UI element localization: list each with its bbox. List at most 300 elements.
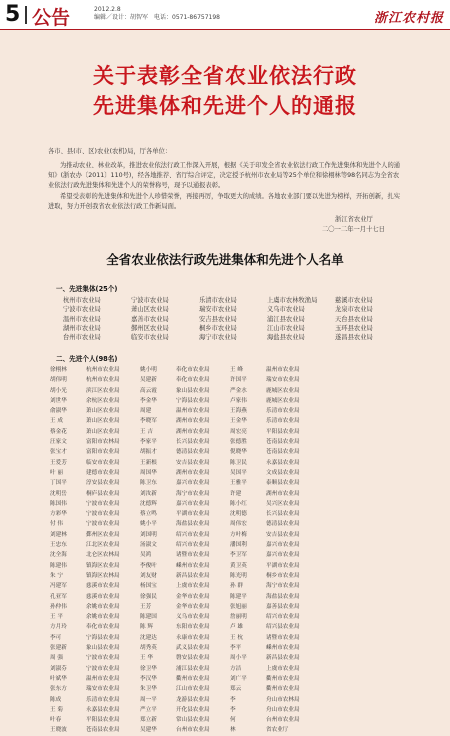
collective-item: 嘉善市农业局 bbox=[131, 315, 169, 323]
individual-name: 付 伟 bbox=[50, 521, 63, 528]
collective-item: 台州市农业局 bbox=[63, 334, 101, 342]
individual-name: 姚小明 bbox=[140, 367, 157, 373]
individual-name: 王 菊 bbox=[50, 706, 63, 713]
individual-name: 方叶梅 bbox=[230, 531, 247, 538]
individual-name: 王 成 bbox=[50, 418, 63, 425]
individual-org: 绍兴县农业局 bbox=[266, 624, 300, 631]
grid-spacer bbox=[320, 396, 410, 406]
individual-org: 苍南县农业局 bbox=[86, 727, 120, 734]
individual-entry bbox=[230, 416, 320, 426]
individual-name: 胡秀英 bbox=[140, 645, 157, 652]
collective-item: 宁波市农业局 bbox=[131, 297, 169, 304]
individual-name: 刘国明 bbox=[140, 531, 157, 538]
header-rule bbox=[0, 29, 450, 30]
individual-org: 德清县农业局 bbox=[266, 521, 300, 528]
individual-entry bbox=[140, 489, 230, 499]
individual-entry bbox=[50, 478, 140, 488]
grid-spacer bbox=[320, 674, 410, 684]
individual-org: 萧山区农业局 bbox=[86, 408, 120, 415]
individual-entry bbox=[140, 705, 230, 715]
individual-entry bbox=[140, 458, 230, 468]
individual-name: 李可 bbox=[50, 634, 62, 641]
individual-name: 汤淑文 bbox=[140, 542, 157, 549]
individual-name: 丁国平 bbox=[50, 480, 67, 487]
individual-name: 吴建新 bbox=[140, 377, 157, 384]
individual-org: 鹿城区农业局 bbox=[266, 387, 300, 394]
individual-org: 苍南县农业局 bbox=[266, 449, 300, 456]
individual-entry bbox=[140, 684, 230, 694]
grid-spacer bbox=[320, 365, 410, 375]
grid-spacer bbox=[320, 530, 410, 540]
individual-org: 龙游县农业局 bbox=[176, 696, 210, 703]
individual-entry bbox=[230, 365, 320, 375]
individual-name: 詹丽明 bbox=[230, 614, 247, 621]
individual-name: 许建 bbox=[230, 490, 242, 497]
individual-name: 张建新 bbox=[50, 645, 67, 652]
individual-org: 衢州市农业局 bbox=[176, 675, 210, 682]
individual-org: 上虞市农业局 bbox=[176, 583, 210, 590]
individual-name: 郑云 bbox=[230, 686, 242, 693]
collective-item: 海宁市农业局 bbox=[199, 334, 237, 342]
individual-name: 王金华 bbox=[230, 418, 247, 425]
individual-entry bbox=[50, 365, 140, 375]
individual-org: 宁波市农业局 bbox=[86, 521, 120, 528]
individual-org: 省农业厅 bbox=[266, 727, 289, 734]
individual-org: 桐乡市农业局 bbox=[266, 572, 300, 579]
grid-spacer bbox=[320, 725, 410, 735]
grid-spacer bbox=[320, 499, 410, 509]
individual-entry bbox=[50, 695, 140, 705]
individual-name: 胡小光 bbox=[50, 387, 67, 394]
individual-entry bbox=[50, 396, 140, 406]
individual-entry bbox=[140, 519, 230, 529]
individual-name: 张德胜 bbox=[230, 439, 247, 446]
individual-entry bbox=[50, 375, 140, 385]
individual-org: 象山县农业局 bbox=[176, 387, 210, 394]
individual-entry bbox=[140, 643, 230, 653]
individual-org: 温州市农业局 bbox=[266, 367, 300, 373]
collective-item: 上虞市农林牧渔局 bbox=[267, 297, 318, 304]
individual-name: 俞淑华 bbox=[50, 408, 67, 415]
individual-name: 陈卫民 bbox=[230, 459, 247, 466]
individual-name: 徐强民 bbox=[140, 593, 157, 600]
individual-entry bbox=[230, 561, 320, 571]
issue-date: 2012.2.8 bbox=[94, 6, 121, 13]
individual-name: 孙 群 bbox=[230, 583, 243, 590]
individual-org: 温州市农业局 bbox=[86, 675, 120, 682]
grid-spacer bbox=[320, 416, 410, 426]
collective-item: 江山市农业局 bbox=[267, 324, 305, 332]
individual-name: 周宏亮 bbox=[230, 428, 247, 435]
individual-entry bbox=[140, 664, 230, 674]
individual-entry bbox=[50, 509, 140, 519]
individual-entry bbox=[140, 540, 230, 550]
collective-item: 乐清市农业局 bbox=[199, 297, 237, 304]
individual-entry bbox=[50, 633, 140, 643]
grid-spacer bbox=[320, 519, 410, 529]
individual-org: 滨江区农业局 bbox=[86, 387, 120, 394]
individual-entry bbox=[140, 437, 230, 447]
individual-org: 淳安县农业局 bbox=[86, 480, 120, 487]
individual-entry bbox=[50, 489, 140, 499]
individual-entry bbox=[140, 674, 230, 684]
individual-org: 余杭区农业局 bbox=[86, 397, 120, 404]
individual-entry bbox=[50, 530, 140, 540]
individual-org: 台州市农业局 bbox=[266, 717, 300, 724]
individual-org: 安吉县农业局 bbox=[266, 531, 300, 538]
individual-org: 诸暨市农业局 bbox=[266, 634, 300, 641]
grid-spacer bbox=[320, 633, 410, 643]
individual-entry bbox=[230, 674, 320, 684]
individual-org: 平阳县农业局 bbox=[266, 428, 300, 435]
individual-org: 鄞州区农业局 bbox=[86, 531, 120, 538]
grid-spacer bbox=[320, 705, 410, 715]
individual-entry bbox=[230, 592, 320, 602]
individual-name: 孔亚军 bbox=[50, 593, 67, 600]
individual-entry bbox=[140, 715, 230, 725]
grid-spacer bbox=[320, 643, 410, 653]
individual-org: 金华市农业局 bbox=[176, 593, 210, 600]
individual-name: 林 bbox=[230, 727, 236, 734]
individual-name: 陈光明 bbox=[230, 572, 247, 579]
grid-spacer bbox=[320, 386, 410, 396]
individual-org: 镇海区农林局 bbox=[86, 572, 120, 579]
collective-item: 玉环县农业局 bbox=[335, 324, 373, 332]
individual-name: 杨国宝 bbox=[140, 583, 157, 590]
page-header bbox=[0, 0, 450, 30]
individual-name: 刘淑芬 bbox=[50, 665, 67, 672]
individual-name: 李卫军 bbox=[230, 552, 247, 559]
individual-org: 绍兴市农业局 bbox=[176, 531, 210, 538]
individual-org: 建德市农业局 bbox=[86, 469, 120, 476]
individual-org: 江山市农业局 bbox=[176, 686, 210, 693]
individual-name: 李金华 bbox=[140, 397, 157, 404]
grid-spacer bbox=[320, 592, 410, 602]
collective-item: 安吉县农业局 bbox=[199, 315, 237, 323]
individual-entry bbox=[230, 684, 320, 694]
individual-entry bbox=[230, 622, 320, 632]
individual-org: 奉化市农业局 bbox=[176, 367, 210, 373]
individual-entry bbox=[230, 468, 320, 478]
collective-item: 桐乡市农业局 bbox=[199, 324, 237, 332]
individual-name: 严立平 bbox=[140, 706, 157, 713]
collective-item: 萧山区农业局 bbox=[131, 306, 169, 314]
individual-entry bbox=[140, 478, 230, 488]
individual-entry bbox=[230, 447, 320, 457]
individual-org: 嘉兴市农业局 bbox=[266, 542, 300, 549]
individual-org: 鹿城区农业局 bbox=[266, 397, 300, 404]
grid-spacer bbox=[320, 581, 410, 591]
collective-list bbox=[63, 297, 403, 342]
individual-entry bbox=[140, 561, 230, 571]
individual-name: 沈明岳 bbox=[50, 490, 67, 497]
individual-org: 杭州市农业局 bbox=[86, 367, 120, 373]
individual-org: 宁波市农业局 bbox=[86, 655, 120, 662]
individual-name: 刘世华 bbox=[50, 397, 67, 404]
collective-item: 龙泉市农业局 bbox=[335, 306, 373, 314]
individual-org: 平湖市农业局 bbox=[176, 511, 210, 518]
editor-info: 编辑／设计：胡智军 电话：0571-86757198 bbox=[94, 14, 220, 21]
individual-org: 舟山市农业局 bbox=[266, 706, 300, 713]
individual-entry bbox=[230, 519, 320, 529]
individual-entry bbox=[230, 695, 320, 705]
individual-entry bbox=[230, 458, 320, 468]
individual-org: 慈溪市农业局 bbox=[86, 593, 120, 600]
individual-entry bbox=[140, 581, 230, 591]
grid-spacer bbox=[320, 427, 410, 437]
individual-org: 衢州市农业局 bbox=[266, 675, 300, 682]
individual-org: 安吉县农业局 bbox=[176, 459, 210, 466]
individual-entry bbox=[50, 550, 140, 560]
individual-name: 周 强 bbox=[50, 655, 63, 662]
individual-org: 开化县农业局 bbox=[176, 706, 210, 713]
individual-entry bbox=[50, 622, 140, 632]
notice-paragraph-2: 希望受表彰的先进集体和先进个人珍惜荣誉，再接再厉，争取更大的成绩。各地农业部门要以先进为榜样，开拓创新，扎实进取，努力开创我省农业依法行政工作新局面。 bbox=[48, 193, 401, 210]
individual-entry bbox=[50, 592, 140, 602]
individual-org: 金华市农业局 bbox=[176, 603, 210, 610]
individual-name: 王 杭 bbox=[230, 634, 243, 641]
individual-org: 吴兴区农业局 bbox=[266, 500, 300, 507]
individual-name: 周小平 bbox=[230, 655, 247, 662]
individual-name: 方洁 bbox=[230, 665, 242, 672]
notice-signer: 浙江省农业厅 bbox=[335, 216, 373, 223]
individual-entry bbox=[50, 715, 140, 725]
individual-entry bbox=[230, 427, 320, 437]
individual-entry bbox=[50, 458, 140, 468]
individual-entry bbox=[50, 643, 140, 653]
individual-org: 临安市农业局 bbox=[86, 459, 120, 466]
individual-name: 黄卫英 bbox=[230, 562, 247, 569]
individual-entry bbox=[140, 406, 230, 416]
individual-name: 孙仲伟 bbox=[50, 603, 67, 610]
individual-entry bbox=[140, 375, 230, 385]
individual-org: 乐清市农业局 bbox=[86, 696, 120, 703]
individual-name: 陈建平 bbox=[230, 593, 247, 600]
individual-name: 吴建华 bbox=[140, 727, 157, 734]
collective-item: 温州市农业局 bbox=[63, 315, 101, 323]
individual-org: 杭州市农业局 bbox=[86, 377, 120, 384]
individual-entry bbox=[140, 365, 230, 375]
individual-name: 王 华 bbox=[140, 655, 153, 662]
individual-entry bbox=[50, 664, 140, 674]
individual-org: 嵊州市农业局 bbox=[176, 562, 210, 569]
individual-name: 周伟宏 bbox=[230, 521, 247, 528]
individual-name: 潘国利 bbox=[230, 542, 247, 549]
individual-entry bbox=[50, 653, 140, 663]
individual-name: 王海燕 bbox=[230, 408, 247, 415]
individual-org: 嘉兴市农业局 bbox=[176, 500, 210, 507]
individual-org: 绍兴市农业局 bbox=[266, 614, 300, 621]
individual-org: 宁海县农业局 bbox=[176, 397, 210, 404]
individual-name: 方彩华 bbox=[50, 511, 67, 518]
individual-entry bbox=[140, 396, 230, 406]
individual-org: 武义县农业局 bbox=[176, 645, 210, 652]
individual-name: 张宝才 bbox=[50, 449, 67, 456]
individual-name: 沈建达 bbox=[140, 634, 157, 641]
individual-org: 泰顺县农业局 bbox=[266, 480, 300, 487]
individual-entry bbox=[50, 705, 140, 715]
individual-name: 胡伟明 bbox=[50, 377, 67, 384]
individual-name: 陈建伟 bbox=[50, 562, 67, 569]
collective-item: 湖州市农业局 bbox=[63, 324, 101, 332]
individual-entry bbox=[50, 519, 140, 529]
grid-spacer bbox=[320, 622, 410, 632]
individual-entry bbox=[140, 653, 230, 663]
individual-org: 奉化市农业局 bbox=[176, 377, 210, 384]
individual-name: 徐栩林 bbox=[50, 367, 67, 373]
individual-org: 宁波市农业局 bbox=[86, 511, 120, 518]
individual-org: 海宁市农业局 bbox=[176, 490, 210, 497]
individual-org: 平湖市农业局 bbox=[266, 562, 300, 569]
individual-entry bbox=[50, 674, 140, 684]
individual-entry bbox=[140, 633, 230, 643]
individual-name: 张旭丽 bbox=[230, 603, 247, 610]
individual-entry bbox=[230, 478, 320, 488]
collective-item: 鄞州区农业局 bbox=[131, 324, 169, 332]
individual-entry bbox=[230, 571, 320, 581]
individual-name: 方月玲 bbox=[50, 624, 67, 631]
individual-name: 蔡金花 bbox=[50, 428, 67, 435]
individual-entry bbox=[50, 684, 140, 694]
individual-name: 陈建国 bbox=[140, 614, 157, 621]
individual-name: 卢 雄 bbox=[230, 624, 243, 631]
individual-entry bbox=[50, 725, 140, 735]
individual-org: 湖州市农业局 bbox=[266, 490, 300, 497]
individual-entry bbox=[230, 715, 320, 725]
grid-spacer bbox=[320, 561, 410, 571]
page-number: 5 bbox=[5, 2, 21, 27]
individual-entry bbox=[50, 540, 140, 550]
masthead-logo: 浙江农村报 bbox=[373, 11, 444, 26]
individual-entry bbox=[50, 447, 140, 457]
individual-name: 王 吉 bbox=[140, 428, 153, 435]
grid-spacer bbox=[320, 447, 410, 457]
individual-name: 吴国平 bbox=[230, 469, 247, 476]
individual-name: 周一平 bbox=[140, 696, 157, 703]
individual-name: 姚小平 bbox=[140, 521, 157, 528]
individual-name: 王忠东 bbox=[50, 542, 67, 549]
section-title: 公告 bbox=[32, 7, 71, 29]
individual-org: 永嘉县农业局 bbox=[86, 706, 120, 713]
individual-entry bbox=[50, 468, 140, 478]
individual-org: 镇海区农业局 bbox=[86, 562, 120, 569]
individual-entry bbox=[50, 602, 140, 612]
individual-entry bbox=[230, 437, 320, 447]
individual-entry bbox=[230, 581, 320, 591]
individual-entry bbox=[230, 530, 320, 540]
individual-org: 富阳市农林局 bbox=[86, 439, 120, 446]
individual-entry bbox=[140, 602, 230, 612]
notice-title-line2: 先进集体和先进个人的通报 bbox=[93, 94, 357, 118]
individual-org: 湖州市农业局 bbox=[176, 418, 210, 425]
collective-item: 海盐县农业局 bbox=[267, 334, 305, 342]
individual-entry bbox=[230, 643, 320, 653]
individual-org: 萧山区农业局 bbox=[86, 418, 120, 425]
individual-entry bbox=[50, 427, 140, 437]
individual-name: 郑立新 bbox=[140, 717, 157, 724]
individual-org: 上虞市农业局 bbox=[266, 665, 300, 672]
individual-entry bbox=[140, 550, 230, 560]
individual-entry bbox=[50, 437, 140, 447]
individual-name: 陈国伟 bbox=[50, 500, 67, 507]
grid-spacer bbox=[320, 653, 410, 663]
individual-entry bbox=[50, 406, 140, 416]
individual-name: 倪晓华 bbox=[230, 449, 247, 456]
individual-name: 高云霞 bbox=[140, 387, 157, 394]
individual-entry bbox=[230, 550, 320, 560]
grid-spacer bbox=[320, 602, 410, 612]
collective-item: 瑞安市农业局 bbox=[199, 306, 237, 314]
individual-entry bbox=[50, 561, 140, 571]
individual-org: 义乌市农业局 bbox=[176, 614, 210, 621]
grid-spacer bbox=[320, 684, 410, 694]
individual-org: 海盐县农业局 bbox=[266, 593, 300, 600]
individual-name: 李家平 bbox=[140, 439, 157, 446]
individual-org: 瑞安市农业局 bbox=[266, 377, 300, 384]
individual-org: 东阳市农业局 bbox=[176, 624, 210, 631]
individual-name: 叶 丽 bbox=[50, 469, 63, 476]
individual-org: 长兴县农业局 bbox=[266, 511, 300, 518]
individual-entry bbox=[230, 375, 320, 385]
individual-entry bbox=[230, 705, 320, 715]
collective-heading: 一、先进集体(25个) bbox=[56, 285, 118, 293]
individual-name: 汪家文 bbox=[50, 439, 67, 446]
collective-item: 杭州市农业局 bbox=[63, 297, 101, 304]
individual-name: 卢家伟 bbox=[230, 397, 247, 404]
individual-org: 新昌县农业局 bbox=[176, 572, 210, 579]
individual-name: 胡振才 bbox=[140, 449, 157, 456]
grid-spacer bbox=[320, 695, 410, 705]
individual-org: 余姚市农业局 bbox=[86, 603, 120, 610]
individual-name: 李俊叶 bbox=[140, 562, 157, 569]
collective-item: 天台县农业局 bbox=[335, 315, 373, 323]
individual-org: 台州市农业局 bbox=[176, 727, 210, 734]
grid-spacer bbox=[320, 571, 410, 581]
individual-org: 嘉兴市农业局 bbox=[176, 480, 210, 487]
notice-title-line1: 关于表彰全省农业依法行政 bbox=[93, 64, 357, 88]
individual-org: 嘉善县农业局 bbox=[266, 603, 300, 610]
individual-name: 叶斌华 bbox=[50, 675, 67, 682]
individual-name: 沈全海 bbox=[50, 552, 67, 559]
individual-entry bbox=[230, 396, 320, 406]
individual-org: 海盐县农业局 bbox=[176, 521, 210, 528]
collective-item: 临安市农业局 bbox=[131, 334, 169, 342]
collective-item: 义乌市农业局 bbox=[267, 306, 305, 314]
individual-name: 何 bbox=[230, 717, 236, 724]
collective-item: 浦江县农业局 bbox=[267, 315, 305, 323]
individual-name: 陈 辉 bbox=[140, 624, 153, 631]
list-title: 全省农业依法行政先进集体和先进个人名单 bbox=[106, 252, 344, 267]
individual-org: 舟山市农林局 bbox=[266, 696, 300, 703]
individual-org: 文成县农业局 bbox=[266, 469, 300, 476]
individual-entry bbox=[230, 653, 320, 663]
collective-item: 宁波市农业局 bbox=[63, 306, 101, 314]
individual-entry bbox=[140, 592, 230, 602]
individual-org: 永康市农业局 bbox=[176, 634, 210, 641]
individual-org: 海宁市农业局 bbox=[266, 583, 300, 590]
individual-org: 绍兴市农业局 bbox=[176, 542, 210, 549]
individual-name: 朱卫华 bbox=[140, 686, 157, 693]
grid-spacer bbox=[320, 375, 410, 385]
individual-name: 朱 宁 bbox=[50, 572, 63, 579]
grid-spacer bbox=[320, 664, 410, 674]
individual-org: 桐庐县农业局 bbox=[86, 490, 120, 497]
individual-entry bbox=[50, 499, 140, 509]
individual-name: 李 bbox=[230, 706, 236, 713]
individual-entry bbox=[230, 633, 320, 643]
individual-entry bbox=[230, 406, 320, 416]
individual-entry bbox=[140, 725, 230, 735]
